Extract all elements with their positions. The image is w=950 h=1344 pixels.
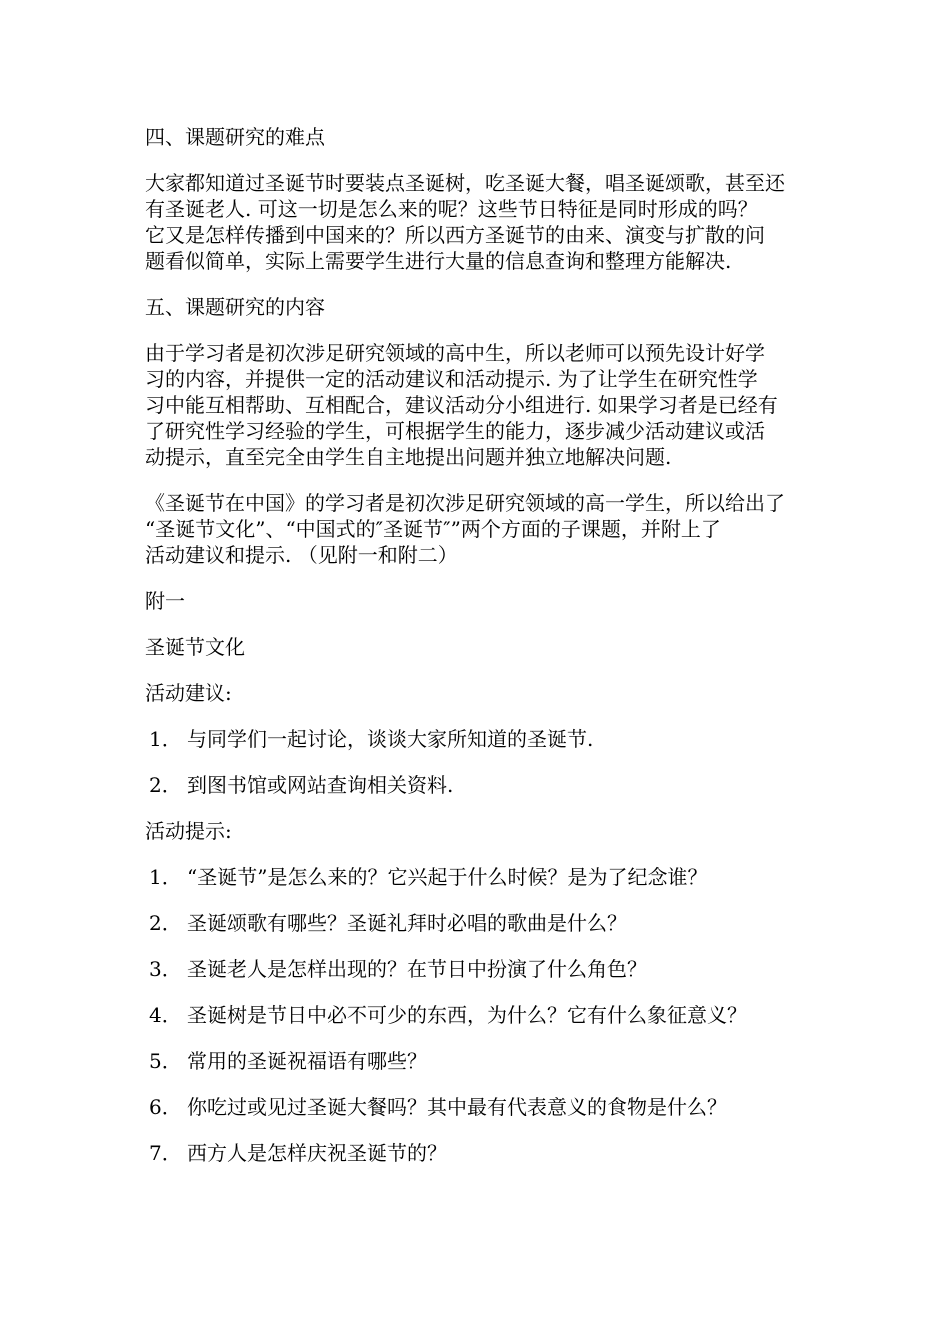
section-4-heading: 四、课题研究的难点	[145, 125, 325, 149]
item-number: 4．	[149, 1003, 182, 1027]
hint-item	[145, 1048, 815, 1074]
paragraph-line: 题看似简单，实际上需要学生进行大量的信息查询和整理方能解决.	[145, 249, 732, 273]
hint-item	[145, 956, 815, 982]
item-number: 7．	[149, 1141, 182, 1165]
item-number: 2．	[149, 911, 182, 935]
paragraph-line: 由于学习者是初次涉足研究领域的高中生，所以老师可以预先设计好学	[145, 341, 765, 365]
paragraph-line: 习的内容，并提供一定的活动建议和活动提示. 为了让学生在研究性学	[145, 367, 758, 391]
hint-item	[145, 1140, 815, 1166]
item-text: 西方人是怎样庆祝圣诞节的？	[187, 1141, 447, 1165]
item-text: 与同学们一起讨论，谈谈大家所知道的圣诞节.	[187, 727, 594, 751]
item-text: 圣诞树是节日中必不可少的东西，为什么？它有什么象征意义？	[187, 1003, 747, 1027]
document-body	[145, 124, 815, 1186]
suggestion-item	[145, 772, 815, 798]
section-5-paragraph-1	[145, 340, 815, 470]
item-number: 3．	[149, 957, 182, 981]
hint-item	[145, 1094, 815, 1120]
paragraph-line: 动提示，直至完全由学生自主地提出问题并独立地解决问题.	[145, 445, 672, 469]
item-text: 圣诞老人是怎样出现的？在节日中扮演了什么角色？	[187, 957, 647, 981]
item-text: 圣诞颂歌有哪些？圣诞礼拜时必唱的歌曲是什么？	[187, 911, 627, 935]
hint-item	[145, 910, 815, 936]
paragraph-line: 了研究性学习经验的学生，可根据学生的能力，逐步减少活动建议或活	[145, 419, 765, 443]
paragraph-line: 活动建议和提示. （见附一和附二）	[145, 543, 458, 567]
paragraph-line: 它又是怎样传播到中国来的？所以西方圣诞节的由来、演变与扩散的问	[145, 223, 765, 247]
suggestions-label: 活动建议:	[145, 681, 232, 705]
section-5-paragraph-2	[145, 490, 815, 568]
paragraph-line: 有圣诞老人. 可这一切是怎么来的呢？这些节日特征是同时形成的吗？	[145, 197, 758, 221]
section-4-paragraph	[145, 170, 815, 274]
section-5-heading: 五、课题研究的内容	[145, 295, 325, 319]
hints-label: 活动提示:	[145, 819, 232, 843]
item-text: 常用的圣诞祝福语有哪些？	[187, 1049, 427, 1073]
item-number: 5．	[149, 1049, 182, 1073]
hint-item	[145, 1002, 815, 1028]
paragraph-line: 《圣诞节在中国》的学习者是初次涉足研究领域的高一学生，所以给出了	[145, 491, 785, 515]
paragraph-line: 大家都知道过圣诞节时要装点圣诞树，吃圣诞大餐，唱圣诞颂歌，甚至还	[145, 171, 785, 195]
paragraph-line: “圣诞节文化”、“中国式的″圣诞节″”两个方面的子课题，并附上了	[145, 517, 721, 541]
appendix-title: 圣诞节文化	[145, 635, 245, 659]
item-text: “圣诞节”是怎么来的？它兴起于什么时候？是为了纪念谁？	[187, 865, 708, 889]
appendix-label: 附一	[145, 589, 185, 613]
item-text: 到图书馆或网站查询相关资料.	[187, 773, 454, 797]
item-number: 2．	[149, 773, 182, 797]
item-text: 你吃过或见过圣诞大餐吗？其中最有代表意义的食物是什么？	[187, 1095, 727, 1119]
hint-item	[145, 864, 815, 890]
item-number: 1．	[149, 865, 182, 889]
item-number: 1．	[149, 727, 182, 751]
paragraph-line: 习中能互相帮助、互相配合，建议活动分小组进行. 如果学习者是已经有	[145, 393, 778, 417]
suggestion-item	[145, 726, 815, 752]
item-number: 6．	[149, 1095, 182, 1119]
